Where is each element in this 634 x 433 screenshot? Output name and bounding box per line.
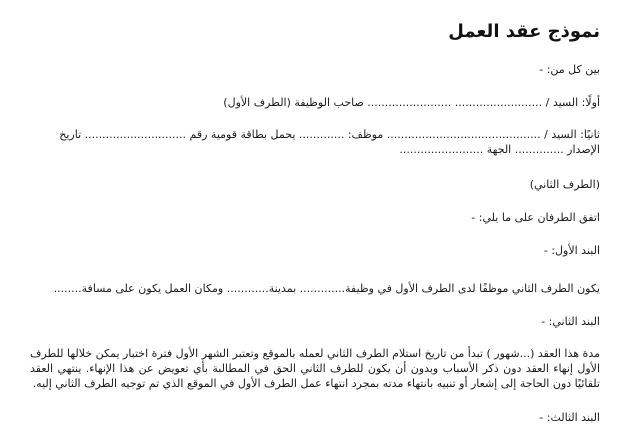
clause-1-heading: البند الأول: - (543, 244, 600, 257)
agreement-statement: اتفق الطرفان على ما يلي: - (471, 211, 600, 224)
first-party-line: أولًا: السيد / ......................... ........................ صاحب الوظيفة (الطرف الأول) (223, 96, 600, 109)
between-parties-label: بين كل من: - (539, 63, 600, 76)
clause-2-heading: البند الثاني: - (541, 315, 600, 328)
second-party-label: (الطرف الثاني) (529, 178, 600, 191)
clause-2-text: مدة هذا العقد (...شهور ) تبدأ من تاريخ استلام الطرف الثاني لعمله بالموقع وتعتبر الشهر الأول فترة اختبار يمكن خلالها للطرف الأول إنهاء العقد دون ذكر الأسباب وبدون أن يكون للطرف الثاني الحق في المطالبة بأي تعويض عن هذا الإنهاء. ينتهي العقد تلقائيًا دون الحاجة إلى إشعار أو تنبيه بانتهاء مدته بمجرد انتهاء عمل الطرف الأول في الموقع الذي تم توجيه الطرف الثاني إليه. (30, 347, 600, 390)
second-party-line-2: الإصدار .............. الجهة ........................ (399, 143, 600, 156)
page-title: نموذج عقد العمل (448, 21, 600, 42)
second-party-line-1: ثانيًا: السيد / ............................................ موظف: ............. يحمل بطاقة قومية رقم ............................. تاريخ (59, 128, 600, 141)
clause-1-text: يكون الطرف الثاني موظفًا لدى الطرف الأول في وظيفة............. بمدينة............ ومكان العمل يكون على مسافة........ (53, 282, 600, 295)
clause-3-heading: البند الثالث: - (539, 411, 600, 424)
